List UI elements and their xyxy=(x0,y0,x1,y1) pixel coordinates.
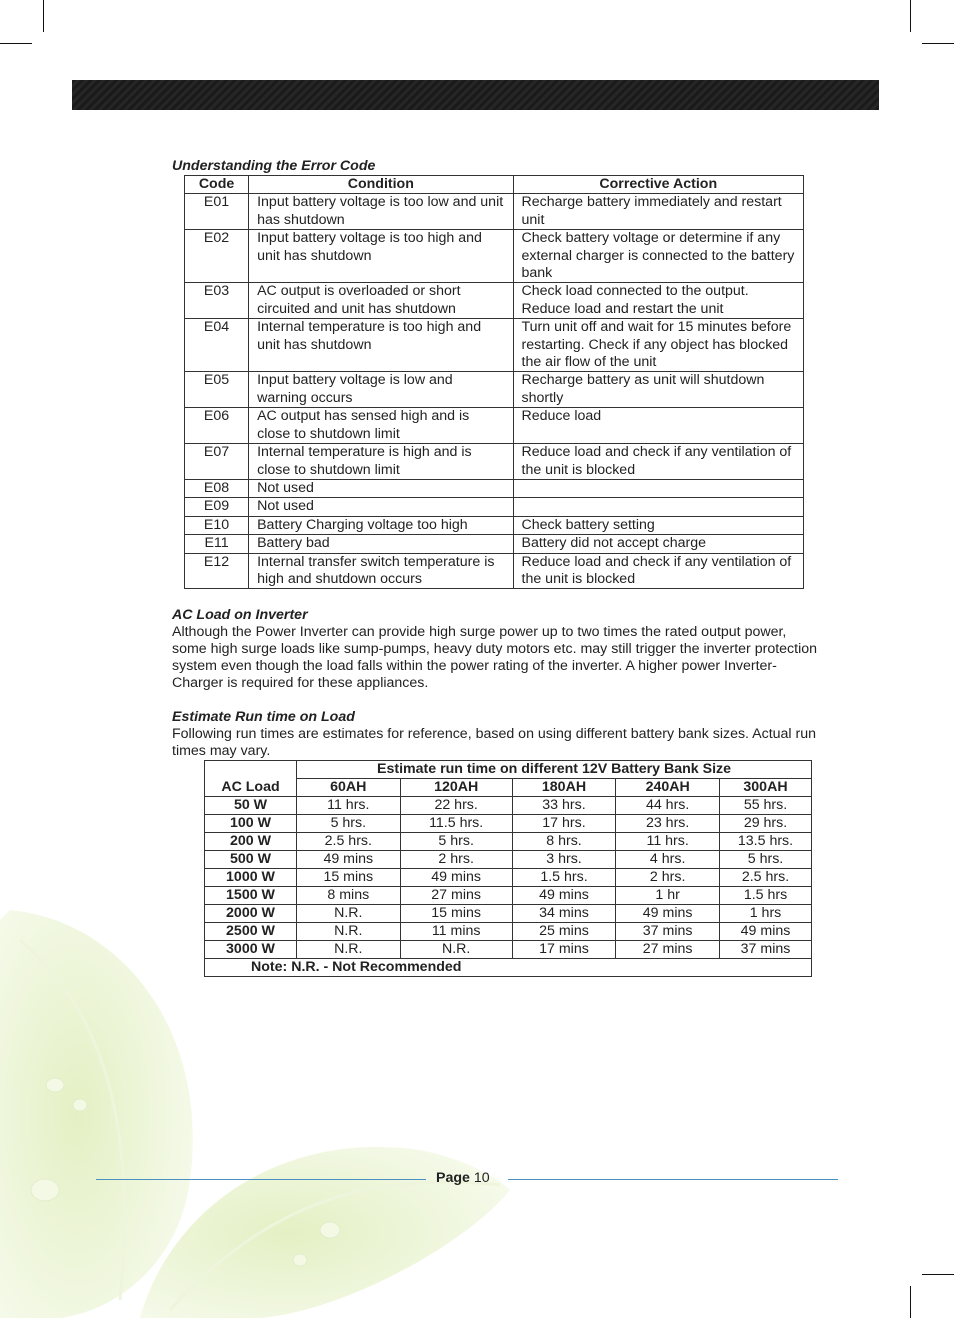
crop-mark xyxy=(922,43,954,44)
table-row xyxy=(185,408,804,444)
error-code-cell: E10 xyxy=(185,516,249,534)
action-cell: Recharge battery as unit will shutdown shortly xyxy=(513,372,803,408)
condition-cell: AC output has sensed high and is close to shutdown limit xyxy=(249,408,513,444)
table-row xyxy=(185,194,804,230)
action-cell: Check battery setting xyxy=(513,516,803,534)
error-code-cell: E11 xyxy=(185,535,249,553)
table-row xyxy=(185,535,804,553)
runtime-cell: 49 mins xyxy=(720,923,812,941)
runtime-heading: Estimate Run time on Load xyxy=(172,709,355,726)
runtime-table-title: Estimate run time on different 12V Battery Bank Size xyxy=(297,761,812,779)
table-row xyxy=(205,887,812,905)
runtime-cell: 15 mins xyxy=(400,905,512,923)
table-row xyxy=(205,851,812,869)
runtime-cell: 25 mins xyxy=(512,923,616,941)
action-cell: Turn unit off and wait for 15 minutes before restarting. Check if any object has blocked the air flow of the unit xyxy=(513,319,803,372)
table-row xyxy=(205,815,812,833)
error-code-cell: E08 xyxy=(185,479,249,497)
runtime-cell: 15 mins xyxy=(297,869,401,887)
runtime-cell: 11.5 hrs. xyxy=(400,815,512,833)
column-header-ac-load: AC Load xyxy=(205,761,297,797)
load-cell: 1500 W xyxy=(205,887,297,905)
runtime-cell: 49 mins xyxy=(400,869,512,887)
runtime-cell: 44 hrs. xyxy=(616,797,720,815)
page-content xyxy=(172,158,822,977)
runtime-cell: 4 hrs. xyxy=(616,851,720,869)
table-row xyxy=(185,230,804,283)
runtime-cell: N.R. xyxy=(297,923,401,941)
runtime-cell: 23 hrs. xyxy=(616,815,720,833)
runtime-cell: 17 mins xyxy=(512,941,616,959)
condition-cell: AC output is overloaded or short circuited and unit has shutdown xyxy=(249,283,513,319)
load-cell: 500 W xyxy=(205,851,297,869)
load-cell: 3000 W xyxy=(205,941,297,959)
runtime-cell: N.R. xyxy=(400,941,512,959)
table-row xyxy=(185,444,804,480)
runtime-cell: 3 hrs. xyxy=(512,851,616,869)
table-row xyxy=(205,941,812,959)
load-cell: 100 W xyxy=(205,815,297,833)
column-header-battery: 240AH xyxy=(616,779,720,797)
runtime-cell: 8 hrs. xyxy=(512,833,616,851)
footer-line-right xyxy=(508,1179,838,1180)
table-row xyxy=(185,498,804,516)
runtime-intro: Following run times are estimates for reference, based on using different battery bank sizes. Actual run times may vary. xyxy=(172,726,817,760)
runtime-cell: 55 hrs. xyxy=(720,797,812,815)
runtime-cell: 49 mins xyxy=(297,851,401,869)
crop-mark xyxy=(0,43,32,44)
condition-cell: Not used xyxy=(249,479,513,497)
crop-mark xyxy=(922,1274,954,1275)
runtime-cell: 34 mins xyxy=(512,905,616,923)
runtime-cell: 37 mins xyxy=(616,923,720,941)
runtime-cell: 1 hrs xyxy=(720,905,812,923)
runtime-cell: 1 hr xyxy=(616,887,720,905)
column-header-battery: 60AH xyxy=(297,779,401,797)
action-cell xyxy=(513,479,803,497)
error-code-cell: E06 xyxy=(185,408,249,444)
runtime-cell: 37 mins xyxy=(720,941,812,959)
condition-cell: Internal transfer switch temperature is high and shutdown occurs xyxy=(249,553,513,589)
runtime-cell: 2 hrs. xyxy=(616,869,720,887)
runtime-table xyxy=(204,760,812,977)
runtime-cell: 5 hrs. xyxy=(720,851,812,869)
condition-cell: Input battery voltage is too low and unit has shutdown xyxy=(249,194,513,230)
condition-cell: Internal temperature is too high and unit has shutdown xyxy=(249,319,513,372)
column-header-code: Code xyxy=(185,176,249,194)
runtime-cell: 49 mins xyxy=(616,905,720,923)
load-cell: 1000 W xyxy=(205,869,297,887)
runtime-cell: 1.5 hrs. xyxy=(512,869,616,887)
runtime-cell: N.R. xyxy=(297,905,401,923)
header-banner xyxy=(72,80,879,110)
action-cell xyxy=(513,498,803,516)
runtime-cell: 8 mins xyxy=(297,887,401,905)
column-header-battery: 120AH xyxy=(400,779,512,797)
table-row xyxy=(205,797,812,815)
runtime-cell: 5 hrs. xyxy=(400,833,512,851)
condition-cell: Internal temperature is high and is close to shutdown limit xyxy=(249,444,513,480)
runtime-cell: 17 hrs. xyxy=(512,815,616,833)
action-cell: Check load connected to the output. Reduce load and restart the unit xyxy=(513,283,803,319)
action-cell: Reduce load and check if any ventilation of the unit is blocked xyxy=(513,444,803,480)
footer-line-left xyxy=(96,1179,426,1180)
runtime-cell: 11 mins xyxy=(400,923,512,941)
ac-load-paragraph: Although the Power Inverter can provide high surge power up to two times the rated output power, some high surge loads like sump-pumps, heavy duty motors etc. may still trigger the inverter protection system even though the load falls within the power rating of the inverter. A higher power Inverter-Charger is required for these appliances. xyxy=(172,624,818,692)
load-cell: 2500 W xyxy=(205,923,297,941)
runtime-cell: 27 mins xyxy=(616,941,720,959)
error-code-cell: E01 xyxy=(185,194,249,230)
error-code-table xyxy=(184,175,804,589)
runtime-cell: 22 hrs. xyxy=(400,797,512,815)
table-row xyxy=(185,553,804,589)
runtime-cell: N.R. xyxy=(297,941,401,959)
condition-cell: Battery bad xyxy=(249,535,513,553)
action-cell: Reduce load and check if any ventilation of the unit is blocked xyxy=(513,553,803,589)
table-row xyxy=(185,479,804,497)
runtime-cell: 49 mins xyxy=(512,887,616,905)
load-cell: 200 W xyxy=(205,833,297,851)
column-header-action: Corrective Action xyxy=(513,176,803,194)
action-cell: Recharge battery immediately and restart unit xyxy=(513,194,803,230)
page-label: Page xyxy=(436,1170,470,1186)
condition-cell: Battery Charging voltage too high xyxy=(249,516,513,534)
error-code-cell: E04 xyxy=(185,319,249,372)
error-code-cell: E12 xyxy=(185,553,249,589)
action-cell: Battery did not accept charge xyxy=(513,535,803,553)
error-code-cell: E03 xyxy=(185,283,249,319)
runtime-cell: 2.5 hrs. xyxy=(720,869,812,887)
error-code-heading: Understanding the Error Code xyxy=(172,158,376,174)
page-number xyxy=(436,1170,490,1186)
crop-mark xyxy=(910,1286,911,1318)
runtime-cell: 2.5 hrs. xyxy=(297,833,401,851)
table-row xyxy=(205,833,812,851)
action-cell: Check battery voltage or determine if any external charger is connected to the battery bank xyxy=(513,230,803,283)
error-code-cell: E07 xyxy=(185,444,249,480)
column-header-battery: 300AH xyxy=(720,779,812,797)
table-row xyxy=(185,283,804,319)
crop-mark xyxy=(43,0,44,32)
action-cell: Reduce load xyxy=(513,408,803,444)
table-row xyxy=(205,869,812,887)
error-code-cell: E09 xyxy=(185,498,249,516)
error-code-cell: E02 xyxy=(185,230,249,283)
column-header-battery: 180AH xyxy=(512,779,616,797)
runtime-cell: 27 mins xyxy=(400,887,512,905)
table-row xyxy=(205,923,812,941)
runtime-cell: 33 hrs. xyxy=(512,797,616,815)
runtime-cell: 2 hrs. xyxy=(400,851,512,869)
ac-load-heading: AC Load on Inverter xyxy=(172,607,308,624)
condition-cell: Input battery voltage is low and warning occurs xyxy=(249,372,513,408)
runtime-note: Note: N.R. - Not Recommended xyxy=(205,959,812,977)
column-header-condition: Condition xyxy=(249,176,513,194)
table-row xyxy=(205,905,812,923)
runtime-cell: 29 hrs. xyxy=(720,815,812,833)
condition-cell: Not used xyxy=(249,498,513,516)
table-row xyxy=(185,516,804,534)
load-cell: 2000 W xyxy=(205,905,297,923)
condition-cell: Input battery voltage is too high and unit has shutdown xyxy=(249,230,513,283)
page-number-value: 10 xyxy=(473,1170,490,1186)
crop-mark xyxy=(910,0,911,32)
error-code-cell: E05 xyxy=(185,372,249,408)
page-footer xyxy=(0,1170,954,1190)
table-row xyxy=(185,319,804,372)
runtime-cell: 5 hrs. xyxy=(297,815,401,833)
runtime-cell: 13.5 hrs. xyxy=(720,833,812,851)
runtime-cell: 11 hrs. xyxy=(297,797,401,815)
runtime-cell: 1.5 hrs xyxy=(720,887,812,905)
load-cell: 50 W xyxy=(205,797,297,815)
table-row xyxy=(185,372,804,408)
runtime-cell: 11 hrs. xyxy=(616,833,720,851)
